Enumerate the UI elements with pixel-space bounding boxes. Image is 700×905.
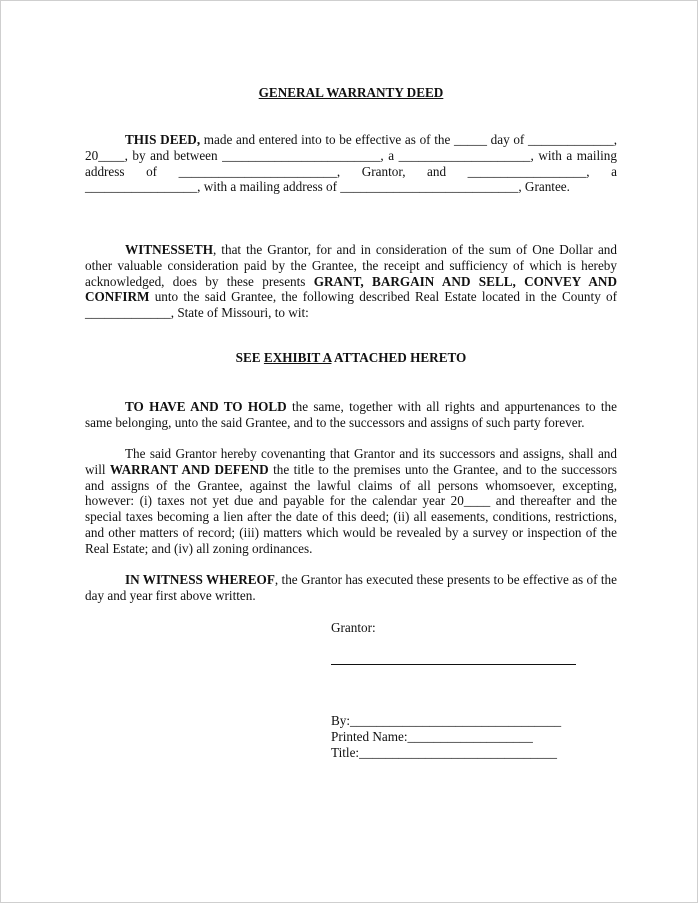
exhibit-heading — [1, 350, 698, 366]
covenant-body-1: The said Grantor hereby covenanting that Grantor and its successors and assigns, shall and will — [85, 446, 617, 477]
covenant-lead: WARRANT AND DEFEND — [109, 461, 269, 477]
grantor-signature-line[interactable] — [331, 664, 576, 665]
title-line[interactable]: Title:______________________________ — [331, 745, 557, 760]
intro-body: made and entered into to be effective as of the _____ day of _____________, 20____, by and between ________________________, a ____________________, with a mailing address of ________________________, Grantor, and __________________, a _________________, with a mailing address of ___________________________, Grantee. — [85, 132, 617, 195]
witnesseth-body-1: , that the Grantor, for and in consideration of the sum of One Dollar and other valuable consideration paid by the Grantee, the receipt and sufficiency of which is hereby acknowledged, does by these presents — [85, 242, 617, 289]
witnesseth-paragraph — [85, 242, 617, 321]
exhibit-reference: EXHIBIT A — [263, 350, 332, 365]
printed-name-line[interactable]: Printed Name:___________________ — [331, 729, 533, 744]
witness-lead: IN WITNESS WHEREOF — [125, 572, 275, 587]
document-title: GENERAL WARRANTY DEED — [258, 85, 444, 100]
grantor-label: Grantor: — [331, 620, 376, 635]
grant-clause: GRANT, BARGAIN AND SELL, CONVEY AND CONFIRM — [85, 273, 617, 305]
exhibit-pre: SEE — [235, 350, 264, 365]
witnesseth-body-2: unto the said Grantee, the following described Real Estate located in the County of _____________, State of Missouri, to wit: — [85, 289, 617, 321]
habendum-paragraph — [85, 399, 617, 431]
witness-body: , the Grantor has executed these presents to be effective as of the day and year first above written. — [85, 572, 617, 603]
covenant-body-2: the title to the premises unto the Grantee, and to the successors and assigns of the Grantee, against the lawful claims of all persons whomsoever, excepting, however: (i) taxes not yet due and payable for the calendar year 20____ and thereafter and the special taxes becoming a lien after the date of this deed; (ii) all easements, conditions, restrictions, and other matters of record; (iii) matters which would be revealed by a survey or inspection of the Real Estate; and (iv) all zoning ordinances. — [85, 461, 618, 556]
witness-paragraph — [85, 572, 617, 604]
intro-lead: THIS DEED, — [125, 132, 201, 147]
habendum-lead: TO HAVE AND TO HOLD — [125, 399, 287, 414]
by-line[interactable]: By:________________________________ — [331, 713, 562, 728]
witnesseth-lead: WITNESSETH — [125, 242, 213, 257]
exhibit-post: ATTACHED HERETO — [331, 350, 467, 365]
intro-paragraph — [85, 132, 617, 195]
covenant-paragraph — [85, 446, 617, 557]
habendum-body: the same, together with all rights and appurtenances to the same belonging, unto the said Grantee, and to the successors and assigns of such party forever. — [85, 399, 617, 430]
